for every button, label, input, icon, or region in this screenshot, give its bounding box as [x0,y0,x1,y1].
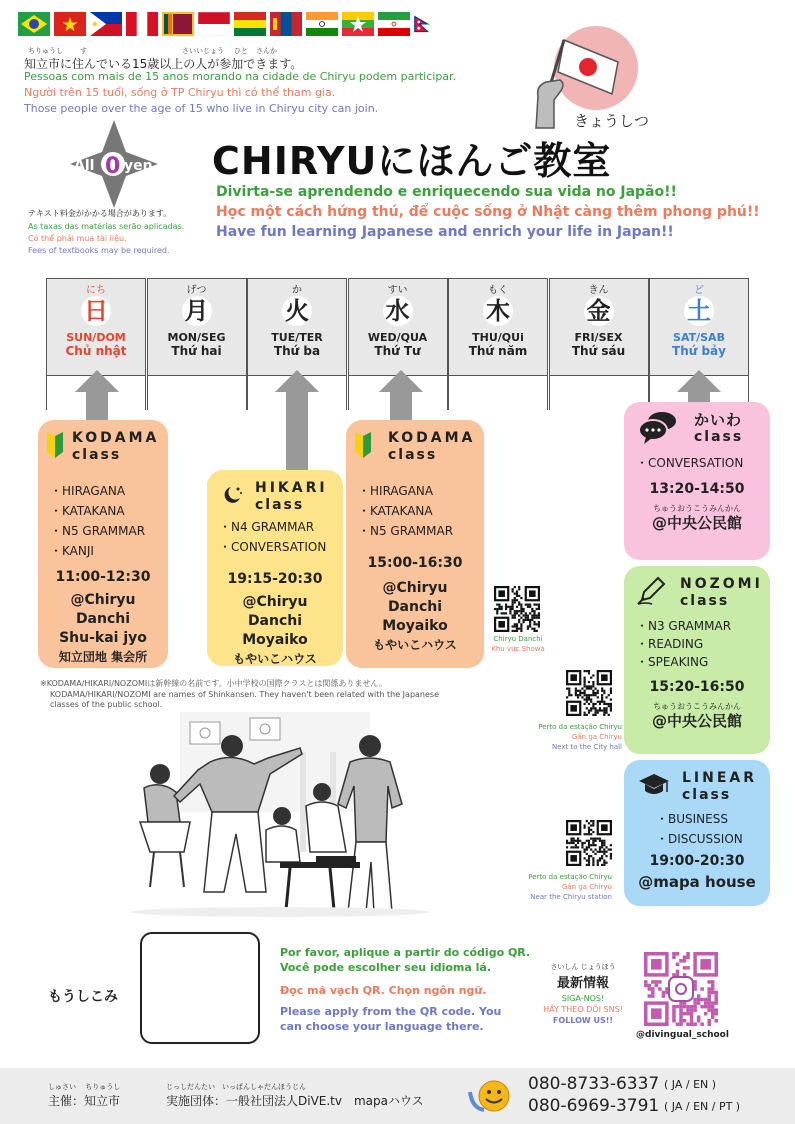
apply-en: Please apply from the QR code. You [280,1005,502,1018]
participation-vi: Người trên 15 tuổi, sống ở TP Chiryu thì có thể tham gia. [24,86,336,99]
participation-jp: 知立市に住んでいる15歳以上の人が参加できます。 [24,57,303,71]
class-title: KODAMA [72,430,160,446]
class-sub: class [72,447,122,463]
iran-flag-icon [378,12,410,36]
class-place: @Chiryu Danchi [382,580,448,615]
shinkansen-note-en: classes of the public school. [50,700,163,709]
class-item: ・KATAKANA [358,504,433,518]
day-kanji: 月 [182,296,212,326]
apply-en: can choose your language there. [280,1020,484,1033]
calendar-day-5 [549,278,649,376]
qr-caption: Perto da estação Chiryu [538,723,622,731]
class-ruby: ちゅうおうこうみんかん [653,504,741,513]
class-place: @Chiryu Danchi [70,592,136,627]
arrow-wed [390,392,412,422]
footer-host: 主催：知立市 [48,1094,121,1108]
class-place: Moyaiko [382,618,448,634]
class-item: ・N4 GRAMMAR [219,520,315,534]
tagline-vi: Học một cách hứng thú, để cuộc sống ở Nhật càng thêm phong phú!! [216,204,760,220]
qr-caption: Gần ga Chiryu [571,733,622,741]
calendar-day-4 [448,278,548,376]
day-vi: Thứ ba [273,344,321,358]
class-place: @Chiryu Danchi [242,594,308,629]
arrow-tue-head [275,370,319,392]
class-kodama-sunday [38,420,168,668]
flag-row [18,12,436,36]
shinkansen-note-jp: ※KODAMA/HIKARI/NOZOMIは新幹線の名前です。小中学校の国際クラスとは関係ありません。 [40,679,387,688]
class-title: NOZOMI [680,576,763,592]
day-en: MON/SEG [167,331,226,344]
class-item: ・N5 GRAMMAR [50,524,146,538]
speech-bubbles-icon [638,410,678,444]
day-ruby: ど [694,285,704,296]
day-ruby: にち [86,285,106,296]
calendar-day-6 [649,278,749,376]
class-place: もやいこハウス [233,652,317,666]
class-place: Shu-kai jyo [59,630,147,646]
badge-suffix: yen [124,158,153,174]
qr-mapa-house[interactable] [566,820,612,866]
class-time: 15:00-16:30 [367,555,463,571]
arrow-tue [286,392,308,470]
apply-pt: Você pode escolher seu idioma lá. [280,961,492,974]
day-en: SUN/DOM [66,331,126,344]
instagram-icon [668,976,694,1002]
participation-pt: Pessoas com mais de 15 anos morando na cidade de Chiryu podem participar. [24,70,457,83]
class-place: @中央公民館 [651,712,742,730]
myanmar-flag-icon [342,12,374,36]
day-kanji: 水 [383,296,413,326]
day-vi: Thứ năm [468,344,528,358]
beginner-mark-icon [46,432,64,458]
philippines-flag-icon [90,12,122,36]
bolivia-flag-icon [234,12,266,36]
day-en: WED/QUA [367,331,428,344]
class-time: 13:20-14:50 [649,481,745,497]
class-place: Moyaiko [242,632,308,648]
class-item: ・DISCUSSION [656,832,743,846]
sri-lanka-flag-icon [162,12,194,36]
class-item: ・HIRAGANA [50,484,126,498]
day-kanji: 木 [483,296,513,326]
class-item: ・SPEAKING [636,655,709,669]
class-sub: class [255,497,305,513]
fees-en: Fees of textbooks may be required. [28,246,170,255]
class-time: 11:00-12:30 [55,569,151,585]
day-kanji: 土 [684,296,714,326]
class-kodama-wednesday [346,420,484,668]
sns-vi: HÃY THEO DÕI SNS! [543,1005,623,1014]
class-sub: class [694,429,744,445]
class-hikari-tuesday [207,470,343,666]
apply-vi: Đọc mã vạch QR. Chọn ngôn ngữ. [280,984,487,997]
day-en: THU/QUi [472,331,524,344]
day-en: TUE/TER [271,331,323,344]
calendar-day-lower-1 [147,376,247,410]
class-title: かいわ [694,411,743,429]
class-item: ・N3 GRAMMAR [636,619,732,633]
indonesia-flag-icon [198,12,230,36]
class-item: ・READING [636,637,704,651]
qr-moyaiko[interactable] [566,670,612,716]
class-sub: class [680,593,730,609]
qr-caption: Near the Chiryu station [530,893,612,901]
mongolia-flag-icon [270,12,302,36]
badge-prefix: All [74,158,95,174]
graduation-cap-icon [638,772,670,798]
class-item: ・CONVERSATION [219,540,327,554]
class-title: LINEAR [682,770,758,786]
class-sub: class [388,447,438,463]
footer [0,1068,795,1124]
day-kanji: 金 [584,296,614,326]
sns-en: FOLLOW US!! [552,1016,614,1025]
tagline-en: Have fun learning Japanese and enrich your life in Japan!! [216,224,674,240]
class-place: @mapa house [638,873,756,891]
calendar-day-2 [247,278,347,376]
day-ruby: げつ [186,285,207,296]
class-title: KODAMA [388,430,476,446]
class-time: 19:00-20:30 [649,853,745,869]
sns-handle: @divingual_school [636,1030,729,1040]
vietnam-flag-icon [54,12,86,36]
page-title: CHIRYUにほんご教室 [212,139,612,183]
fees-pt: As taxas das matérias serão aplicadas. [28,222,185,231]
participation-en: Those people over the age of 15 who live in Chiryu city can join. [24,102,379,115]
students-illustration [120,712,440,922]
title-ruby: きょうしつ [574,112,650,130]
qr-chiryu-danchi[interactable] [494,586,540,632]
india-flag-icon [306,12,338,36]
day-vi: Thứ sáu [571,344,626,358]
day-ruby: きん [588,285,609,296]
day-ruby: か [292,285,302,296]
day-vi: Thứ hai [171,344,222,358]
day-vi: Thứ bảy [672,344,726,358]
class-time: 19:15-20:30 [227,571,323,587]
qr-caption: Chiryu Danchi [493,635,543,643]
class-nozomi [624,566,770,754]
footer-ruby-org: じっしだんたい いっぱんしゃだんほうじん [166,1083,306,1091]
peru-flag-icon [126,12,158,36]
day-en: SAT/SAB [673,331,725,344]
class-ruby: ちゅうおうこうみんかん [653,702,741,711]
day-vi: Chủ nhật [65,344,127,358]
class-sub: class [682,787,732,803]
class-item: ・BUSINESS [656,812,728,826]
calendar-day-1 [147,278,247,376]
sns-pt: SIGA-NOS! [561,994,605,1003]
fees-jp: テキスト料金がかかる場合があります。 [28,209,172,218]
phone-smiley-icon [468,1078,514,1114]
arrow-wed-head [379,370,423,392]
qr-caption: Gần ga Chiryu [561,883,612,891]
tagline-pt: Divirta-se aprendendo e enriquecendo sua vida no Japão!! [216,184,677,200]
day-kanji: 火 [282,296,312,326]
fountain-pen-icon [636,576,666,606]
class-item: ・N5 GRAMMAR [358,524,454,538]
class-item: ・CONVERSATION [636,456,744,470]
day-vi: Thứ Tư [374,344,421,358]
apply-pt: Por favor, aplique a partir do código QR. [280,946,531,959]
class-item: ・HIRAGANA [358,484,434,498]
qr-apply[interactable] [158,946,244,1032]
badge-zero: 0 [105,154,121,179]
shinkansen-note-en: KODAMA/HIKARI/NOZOMI are names of Shinkansen. They haven't been related with the Japanese [50,690,440,699]
sns-ruby: さいしん じょうほう [550,963,616,971]
day-ruby: もく [488,285,508,296]
arrow-sat-head [677,370,721,392]
class-kaiwa [624,402,770,560]
class-linear [624,760,770,906]
class-title: HIKARI [255,480,328,496]
class-time: 15:20-16:50 [649,679,745,695]
apply-label: もうしこみ [48,989,118,1005]
apply-qr-frame [140,932,260,1044]
moon-stars-icon [221,484,243,506]
class-place: 知立団地 集会所 [58,650,148,664]
class-place: もやいこハウス [373,638,457,652]
footer-org: 実施団体：一般社団法人DiVE.tv mapaハウス [166,1094,424,1108]
footer-ruby-host: しゅさい ちりゅうし [48,1083,121,1091]
arrow-sun [86,392,108,422]
arrow-sun-head [75,370,119,392]
calendar-day-lower-4 [448,376,548,410]
fees-vi: Có thể phải mua tài liệu. [28,234,127,243]
all-zero-yen-badge [68,118,160,210]
phone-lang-2: ( JA / EN / PT ) [664,1100,741,1113]
beginner-mark-icon [354,432,372,458]
phone-lang-1: ( JA / EN ) [664,1078,717,1091]
class-place: @中央公民館 [651,514,742,532]
qr-caption: Perto da estação Chiryu [528,873,612,881]
nepal-flag-icon [414,12,436,36]
class-item: ・KANJI [50,544,94,558]
class-item: ・KATAKANA [50,504,125,518]
day-en: FRI/SEX [574,331,623,344]
phone-number-2[interactable]: 080-6969-3791 [528,1096,660,1116]
brazil-flag-icon [18,12,50,36]
qr-caption: Next to the City hall [551,743,622,751]
day-kanji: 日 [81,296,111,326]
day-ruby: すい [387,285,408,296]
calendar-day-0 [46,278,146,376]
calendar-day-3 [348,278,448,376]
qr-caption: Khu vực Showa [491,645,545,653]
sns-title: 最新情報 [556,976,609,991]
phone-number-1[interactable]: 080-8733-6337 [528,1074,660,1094]
